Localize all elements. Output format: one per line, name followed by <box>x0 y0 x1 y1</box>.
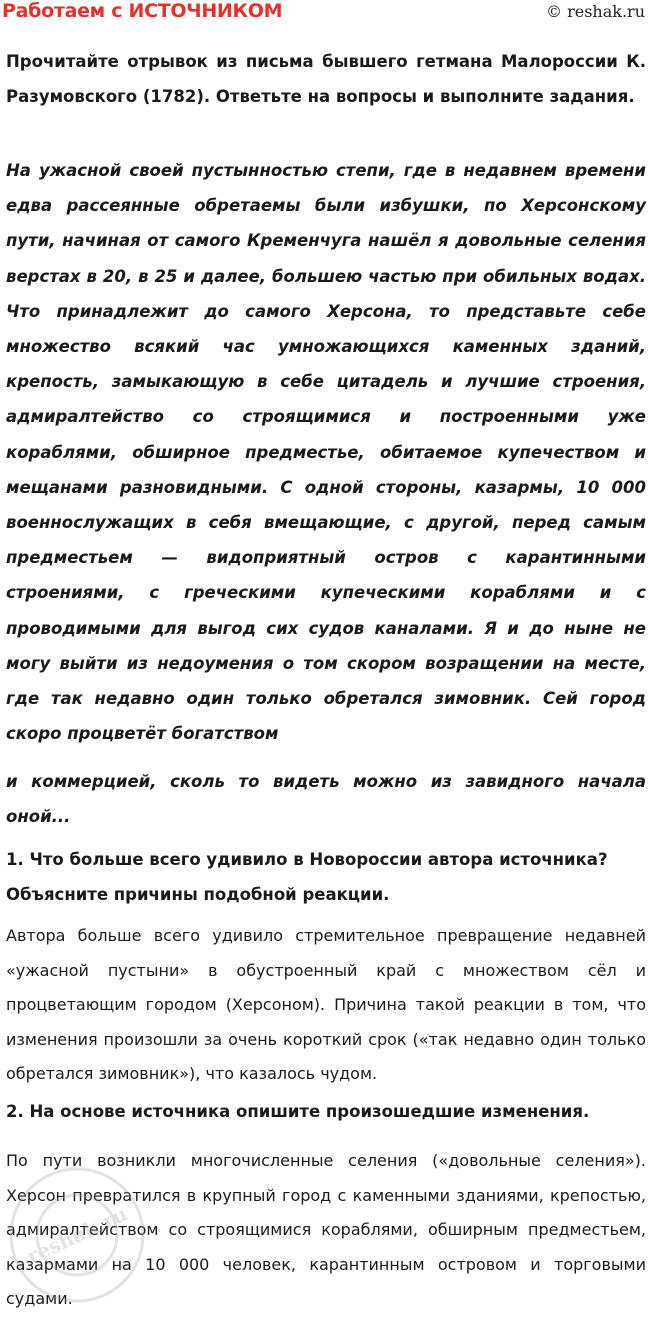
watermark-text: reshak.ru <box>23 1201 131 1269</box>
site-copyright[interactable]: © reshak.ru <box>546 2 645 21</box>
answer-1: Автора больше всего удивило стремительное превращение недавней «ужасной пустыни» в обустроенный край с множеством сёл и процветающим городом (Херсоном). Причина такой реакции в том, что изменения произошли за очень короткий срок («так недавно один только обретался зимовник»), что казалось чудом. <box>6 926 646 1084</box>
question-1: 1. Что больше всего удивило в Новороссии автора источника? Объясните причины подобной реакции. <box>6 850 608 904</box>
task-instructions: Прочитайте отрывок из письма бывшего гетмана Малороссии К. Разумовского (1782). Ответьте на вопросы и выполните задания. <box>6 52 646 106</box>
section-title: Работаем с ИСТОЧНИКОМ <box>2 0 283 22</box>
source-excerpt: На ужасной своей пустынностью степи, где в недавнем времени едва рассеянные обретаемы были избушки, по Херсонскому пути, начиная от самого Кременчуга нашёл я довольные селения верстах в 20, в 25 и далее, большею частью при обильных водах. Что принадлежит до самого Херсона, то представьте себе множество всякий час умножающихся каменных зданий, крепость, замыкающую в себе цитадель и лучшие строения, адмиралтейство со строящимися и построенными уже кораблями, обширное предместье, обитаемое купечеством и мещанами разновидными. С одной стороны, казармы, 10 000 военнослужащих в себя вмещающие, с другой, перед самым предместьем — видоприятный остров с карантинными строениями, с греческими купеческими кораблями и с проводимыми для выгод сих судов каналами. Я и до ныне не могу выйти из недоумения о том скором возращении на месте, где так недавно один только обретался зимовник. Сей город скоро процветёт богатством <box>6 161 646 744</box>
header <box>0 0 651 30</box>
source-excerpt-continuation: и коммерцией, сколь то видеть можно из завидного начала оной... <box>6 772 646 826</box>
answer-2: По пути возникли многочисленные селения («довольные селения»). Херсон превратился в крупный город с каменными зданиями, крепостью, адмиралтейством со строящимися кораблями, обширным предместьем, казармами на 10 000 человек, карантинным островом и торговыми судами. <box>6 1151 646 1309</box>
question-2: 2. На основе источника опишите произошедшие изменения. <box>6 1102 590 1121</box>
